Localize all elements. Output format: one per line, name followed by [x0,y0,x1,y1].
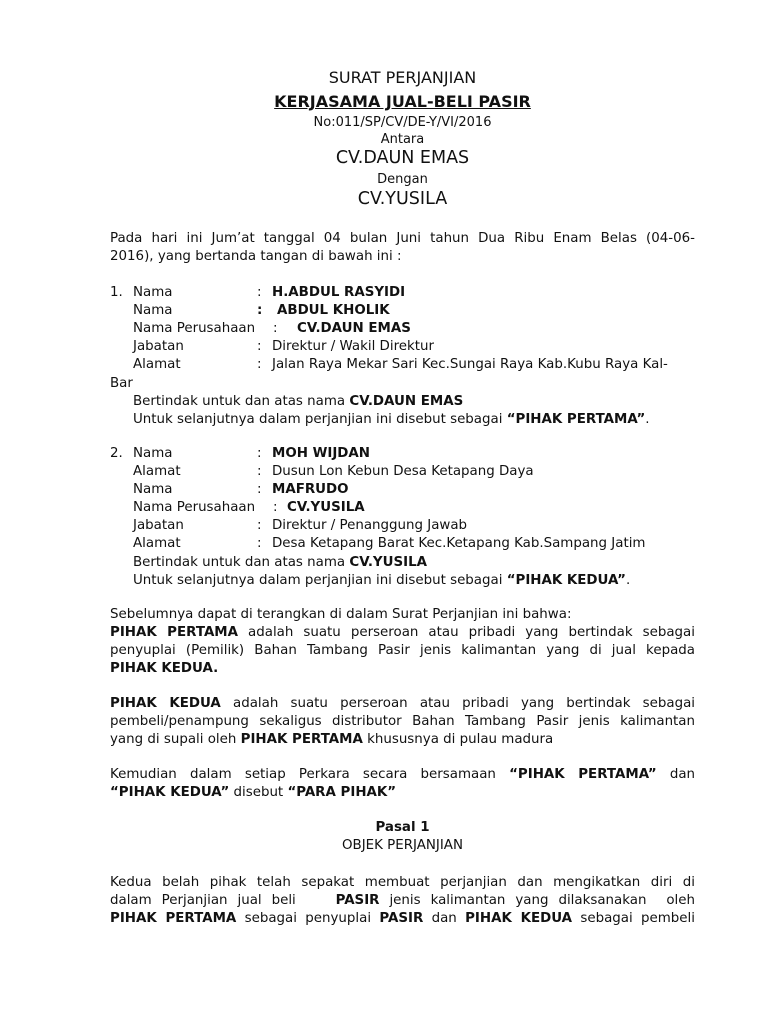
pasal-1-line2-suffix: jenis kalimantan yang dilaksanakan oleh [379,893,695,908]
p1-address-wrap: Bar [110,376,133,391]
p1-company-colon: : [273,321,278,336]
p1-name-label: Nama [133,285,173,300]
pasal-1-heading: Pasal 1 [375,820,430,835]
p1-address-label: Alamat [133,357,181,372]
p2-address1-label: Alamat [133,464,181,479]
bg-p1-line3-bold: PIHAK KEDUA. [110,661,219,676]
bg-p1-line2: penyuplai (Pemilik) Bahan Tambang Pasir jenis kalimantan yang di jual kepada [110,643,695,658]
p1-name-value: H.ABDUL RASYIDI [272,285,406,300]
pasal-1-title: OBJEK PERJANJIAN [342,838,463,853]
antara-label: Antara [380,132,425,147]
p1-referred-prefix: Untuk selanjutnya dalam perjanjian ini disebut sebagai [133,412,507,427]
pasal-1-line3-suffix: sebagai pembeli [572,911,695,926]
p2-referred-name: “PIHAK KEDUA” [506,573,626,588]
p2-referred-prefix: Untuk selanjutnya dalam perjanjian ini disebut sebagai [133,573,507,588]
background-intro: Sebelumnya dapat di terangkan di dalam Surat Perjanjian ini bahwa: [110,607,572,622]
bg-p3-line2 [110,784,396,802]
p1-acting-prefix: Bertindak untuk dan atas nama [133,394,350,409]
bg-p3-bold: “PIHAK PERTAMA” [509,767,657,782]
pasal-1-line3-mid2: dan [423,911,466,926]
p2-company-value: CV.YUSILA [287,500,365,515]
p2-acting-prefix: Bertindak untuk dan atas nama [133,555,350,570]
p1-address-value: Jalan Raya Mekar Sari Kec.Sungai Raya Kab.Kubu Raya Kal- [272,357,668,372]
bg-p3-prefix: Kemudian dalam setiap Perkara secara bersamaan [110,767,510,782]
p2-acting-line [133,554,427,572]
bg-p2-line2: pembeli/penampung sekaligus distributor Bahan Tambang Pasir jenis kalimantan [110,714,695,729]
bg-p2-text: adalah suatu perseroan atau pribadi yang bertindak sebagai [220,696,696,711]
bg-p2-line3-bold: PIHAK PERTAMA [240,732,363,747]
p2-address2-colon: : [257,536,262,551]
party-one-number: 1. [110,285,123,300]
pasal-1-line2-bold: PASIR [335,893,380,908]
p1-address-colon: : [257,357,262,372]
bg-p3-bold2: “PARA PIHAK” [287,785,397,800]
p2-name-label: Nama [133,446,173,461]
pasal-1-line3-bold3: PIHAK KEDUA [465,911,573,926]
p2-company-colon: : [273,500,278,515]
p2-referred-suffix: . [625,573,631,588]
bg-p1-bold: PIHAK PERTAMA [110,625,238,640]
bg-p1-text: adalah suatu perseroan atau pribadi yang bertindak sebagai [238,625,695,640]
p2-address1-value: Dusun Lon Kebun Desa Ketapang Daya [272,464,534,479]
pasal-1-line3 [110,910,695,928]
p1-name2-value: ABDUL KHOLIK [277,303,390,318]
bg-p1-line3 [110,660,218,678]
document-number: No:011/SP/CV/DE-Y/VI/2016 [313,115,492,130]
intro-line-1: Pada hari ini Jum’at tanggal 04 bulan Juni tahun Dua Ribu Enam Belas (04-06- [110,231,695,246]
pasal-1-line3-mid1: sebagai penyuplai [236,911,380,926]
bg-p3-bold1: “PIHAK KEDUA” [110,785,230,800]
p1-position-colon: : [257,339,262,354]
bg-p2-bold: PIHAK KEDUA [110,696,221,711]
p2-position-colon: : [257,518,262,533]
p2-name-value: MOH WIJDAN [272,446,370,461]
p1-referred-suffix: . [645,412,650,427]
p2-position-value: Direktur / Penanggung Jawab [272,518,468,533]
p1-referred-line [133,411,650,429]
pasal-1-line3-bold2: PASIR [379,911,424,926]
p1-name-colon: : [257,285,262,300]
bg-p2-line3 [110,731,553,749]
p2-name-colon: : [257,446,262,461]
pasal-1-line1: Kedua belah pihak telah sepakat membuat perjanjian dan mengikatkan diri di [110,875,695,890]
document-subtitle: KERJASAMA JUAL-BELI PASIR [274,92,531,111]
dengan-label: Dengan [377,172,428,187]
bg-p3-mid: disebut [229,785,288,800]
p1-referred-name: “PIHAK PERTAMA” [506,412,646,427]
bg-p2-line3-suffix: khususnya di pulau madura [362,732,554,747]
p1-company-label: Nama Perusahaan [133,321,256,336]
pasal-1-line3-bold1: PIHAK PERTAMA [110,911,237,926]
p2-address2-label: Alamat [133,536,181,551]
p1-position-label: Jabatan [133,339,184,354]
party-two-name: CV.YUSILA [357,189,448,209]
p2-acting-name: CV.YUSILA [349,555,428,570]
p2-referred-line [133,572,630,590]
party-one-name: CV.DAUN EMAS [335,148,470,168]
intro-line-2: 2016), yang bertanda tangan di bawah ini : [110,249,402,264]
bg-p1-line1 [110,624,695,642]
p1-position-value: Direktur / Wakil Direktur [272,339,435,354]
bg-p2-line3-prefix: yang di supali oleh [110,732,241,747]
p2-name2-colon: : [257,482,262,497]
p1-name2-label: Nama [133,303,173,318]
party-two-number: 2. [110,446,123,461]
document-title: SURAT PERJANJIAN [328,68,477,87]
p2-company-label: Nama Perusahaan [133,500,256,515]
p2-address1-colon: : [257,464,262,479]
p2-name2-label: Nama [133,482,173,497]
p1-acting-line [133,393,463,411]
pasal-1-line2-prefix: dalam Perjanjian jual beli [110,893,336,908]
pasal-1-line2 [110,892,695,910]
p1-name2-colon: : [257,303,263,318]
bg-p3-suffix: dan [656,767,696,782]
bg-p2-line1 [110,695,695,713]
p2-address2-value: Desa Ketapang Barat Kec.Ketapang Kab.Sampang Jatim [272,536,646,551]
p1-company-value: CV.DAUN EMAS [297,321,411,336]
bg-p3-line1 [110,766,695,784]
p1-acting-name: CV.DAUN EMAS [349,394,464,409]
p2-name2-value: MAFRUDO [272,482,349,497]
p2-position-label: Jabatan [133,518,184,533]
